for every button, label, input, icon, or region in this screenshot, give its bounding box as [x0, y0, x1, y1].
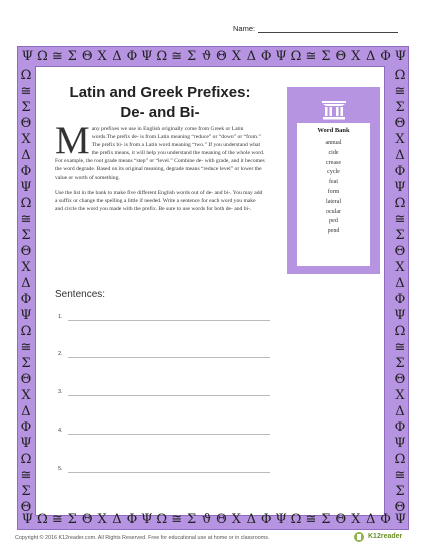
sentence-number: 3.	[58, 389, 63, 395]
greek-letter-glyph: Φ	[20, 164, 32, 179]
greek-letter-glyph: ≅	[171, 512, 183, 527]
word-bank-item: annual	[325, 140, 342, 146]
greek-letter-glyph: Θ	[81, 512, 93, 527]
greek-letter-glyph: Ψ	[394, 308, 406, 323]
word-bank-item: cide	[328, 149, 339, 156]
word-bank-item: feat	[329, 179, 338, 186]
worksheet-title	[55, 83, 265, 123]
greek-letter-glyph: Ω	[20, 68, 32, 83]
greek-letter-glyph: Σ	[21, 100, 31, 115]
greek-letter-glyph: Σ	[21, 484, 31, 499]
border-bottom	[18, 511, 410, 529]
greek-letter-glyph: Θ	[394, 116, 406, 131]
greek-letter-glyph: Ω	[36, 49, 48, 64]
greek-letter-glyph: Ψ	[21, 49, 34, 64]
sentences-heading: Sentences:	[55, 289, 106, 300]
task-paragraph: Use the list in the bank to make five different English words out of de- and bi-. You may add a suffix or change the spelling a little if needed. Write a sentence for each word you make and circle the word you made with the prefix. Be sure to use words for both de- and bi-.	[55, 189, 263, 212]
greek-letter-glyph: Χ	[351, 512, 361, 527]
greek-letter-glyph: ≅	[305, 49, 317, 64]
greek-letter-glyph: Σ	[395, 228, 405, 243]
greek-letter-glyph: Σ	[395, 100, 405, 115]
greek-letter-glyph: Ω	[394, 324, 406, 339]
sentence-line[interactable]	[68, 357, 270, 358]
name-line[interactable]	[258, 24, 398, 33]
greek-letter-glyph: Φ	[394, 420, 406, 435]
greek-letter-glyph: Ω	[394, 452, 406, 467]
greek-letter-glyph: Φ	[126, 49, 138, 64]
word-bank-item: ped	[329, 218, 338, 225]
greek-letter-glyph: Σ	[21, 228, 31, 243]
greek-letter-glyph: Ψ	[20, 436, 32, 451]
greek-letter-glyph: Ψ	[141, 512, 153, 527]
greek-letter-glyph: Σ	[187, 512, 197, 527]
greek-letter-glyph: Θ	[81, 49, 93, 64]
greek-letter-glyph: Σ	[395, 356, 405, 371]
greek-letter-glyph: Φ	[260, 512, 272, 527]
greek-temple-icon	[321, 101, 347, 120]
word-bank-item: pend	[327, 228, 340, 235]
greek-letter-glyph: Δ	[246, 49, 256, 64]
word-bank-list	[297, 139, 370, 237]
greek-letter-glyph: Ω	[36, 512, 48, 527]
word-bank-item: form	[327, 188, 340, 195]
drop-cap: M	[55, 119, 90, 162]
greek-letter-glyph: Χ	[21, 132, 31, 147]
instructions	[55, 119, 265, 213]
greek-letter-glyph: Χ	[351, 49, 361, 64]
greek-letter-glyph: Ω	[20, 452, 32, 467]
greek-letter-glyph: ≅	[171, 49, 183, 64]
greek-letter-glyph: Θ	[394, 244, 406, 259]
word-bank-item: ocular	[326, 208, 341, 215]
greek-letter-glyph: Θ	[335, 512, 347, 527]
greek-letter-glyph: Ψ	[394, 180, 406, 195]
greek-letter-glyph: Χ	[97, 512, 107, 527]
logo-wordmark: K12reader	[368, 533, 403, 540]
greek-letter-glyph: Ω	[394, 196, 406, 211]
greek-letter-glyph: Θ	[20, 116, 32, 131]
word-bank-item: lateral	[326, 198, 341, 205]
greek-letter-glyph: Φ	[126, 512, 138, 527]
greek-letter-glyph: Φ	[394, 292, 406, 307]
sentence-line[interactable]	[68, 320, 270, 321]
greek-letter-glyph: Χ	[21, 260, 31, 275]
greek-letter-glyph: Δ	[21, 148, 31, 163]
greek-letter-glyph: Θ	[216, 512, 227, 527]
copyright-text: Copyright © 2016 K12reader.com. All Rights Reserved. Free for educational use at home or in classrooms.	[15, 535, 270, 541]
greek-letter-glyph: Σ	[67, 49, 77, 64]
greek-letter-glyph: Ψ	[394, 49, 407, 64]
greek-letter-glyph: ≅	[394, 468, 406, 483]
title-line-2: De- and Bi-	[120, 104, 200, 121]
greek-letter-glyph: Ω	[156, 512, 168, 527]
greek-letter-glyph: Θ	[20, 372, 32, 387]
word-bank-item: cycle	[327, 169, 340, 176]
greek-letter-glyph: Δ	[365, 512, 376, 527]
sentence-number: 2.	[58, 351, 63, 357]
greek-letter-glyph: Χ	[97, 49, 107, 64]
sentence-number: 5.	[58, 466, 63, 472]
greek-letter-glyph: ≅	[20, 84, 32, 99]
greek-letter-glyph: Ψ	[394, 436, 406, 451]
greek-letter-glyph: Θ	[394, 500, 406, 515]
greek-letter-glyph: ≅	[394, 84, 406, 99]
greek-letter-glyph: Σ	[395, 484, 405, 499]
greek-letter-glyph: Θ	[394, 372, 406, 387]
greek-letter-glyph: ≅	[20, 468, 32, 483]
greek-letter-glyph: Σ	[321, 512, 331, 527]
greek-letter-glyph: Δ	[21, 276, 31, 291]
greek-letter-glyph: Ω	[156, 49, 168, 64]
sentence-line[interactable]	[68, 472, 270, 473]
greek-letter-glyph: Ω	[290, 49, 302, 64]
greek-letter-glyph: Φ	[380, 512, 391, 527]
border-left	[17, 66, 35, 515]
greek-letter-glyph: ≅	[20, 340, 32, 355]
greek-letter-glyph: Ω	[290, 512, 302, 527]
greek-letter-glyph: Δ	[246, 512, 256, 527]
greek-letter-glyph: Σ	[21, 356, 31, 371]
greek-letter-glyph: Θ	[335, 49, 347, 64]
sentence-line[interactable]	[68, 434, 270, 435]
greek-letter-glyph: Φ	[380, 49, 391, 64]
greek-letter-glyph: Ψ	[20, 180, 32, 195]
intro-paragraph: any prefixes we use in English originally come from Greek or Latin words.The prefix de- is from Latin meaning “reduce” or “down” or “from.” The prefix bi- is from a Latin word meaning “two.” If you understand what the prefix means, it will help you understand the meaning of the whole word. For example, the root grade means “step” or “level.” Combine de- with grade, and it becomes the word degrade. Based on its original meaning, degrade means “reduce level” or lower the value or worth of something.	[55, 126, 265, 181]
greek-letter-glyph: Ω	[20, 324, 32, 339]
greek-letter-glyph: ≅	[394, 212, 406, 227]
greek-letter-glyph: Φ	[260, 49, 272, 64]
sentence-number: 1.	[58, 314, 63, 320]
greek-letter-glyph: Ψ	[275, 512, 287, 527]
word-bank-title: Word Bank	[317, 127, 350, 134]
greek-letter-glyph: ≅	[305, 512, 317, 527]
greek-letter-glyph: Χ	[395, 388, 405, 403]
greek-letter-glyph: ≅	[51, 49, 63, 64]
greek-letter-glyph: ϑ	[201, 49, 212, 64]
greek-letter-glyph: Ψ	[20, 308, 32, 323]
border-right	[391, 66, 409, 515]
greek-letter-glyph: Σ	[321, 49, 331, 64]
greek-letter-glyph: Χ	[395, 132, 405, 147]
greek-letter-glyph: Ω	[20, 196, 32, 211]
name-field	[233, 24, 398, 33]
greek-letter-glyph: Δ	[395, 148, 405, 163]
sentence-number: 4.	[58, 428, 63, 434]
sentence-line[interactable]	[68, 395, 270, 396]
greek-letter-glyph: ϑ	[201, 512, 212, 527]
greek-letter-glyph: Δ	[112, 512, 122, 527]
title-line-1: Latin and Greek Prefixes:	[69, 84, 251, 101]
greek-letter-glyph: Δ	[21, 404, 31, 419]
greek-letter-glyph: Δ	[395, 404, 405, 419]
greek-letter-glyph: Δ	[365, 49, 376, 64]
greek-letter-glyph: Ω	[394, 68, 406, 83]
border-top	[18, 48, 410, 66]
greek-letter-glyph: ≅	[51, 512, 63, 527]
greek-letter-glyph: Σ	[187, 49, 197, 64]
greek-letter-glyph: Θ	[20, 500, 32, 515]
greek-letter-glyph: Ψ	[275, 49, 287, 64]
greek-letter-glyph: Φ	[20, 292, 32, 307]
greek-letter-glyph: Φ	[394, 164, 406, 179]
greek-letter-glyph: Θ	[216, 49, 227, 64]
greek-letter-glyph: ≅	[394, 340, 406, 355]
greek-letter-glyph: Ψ	[21, 512, 34, 527]
greek-letter-glyph: Δ	[395, 276, 405, 291]
greek-letter-glyph: Χ	[21, 388, 31, 403]
greek-letter-glyph: Χ	[395, 260, 405, 275]
greek-letter-glyph: Σ	[67, 512, 77, 527]
greek-letter-glyph: Ψ	[394, 512, 407, 527]
greek-letter-glyph: Δ	[112, 49, 122, 64]
word-bank-item: crease	[326, 159, 341, 166]
greek-letter-glyph: Φ	[20, 420, 32, 435]
name-label: Name:	[233, 24, 256, 33]
greek-letter-glyph: ≅	[20, 212, 32, 227]
greek-letter-glyph: Χ	[231, 49, 241, 64]
greek-letter-glyph: Θ	[20, 244, 32, 259]
greek-letter-glyph: Χ	[231, 512, 241, 527]
greek-letter-glyph: Ψ	[141, 49, 153, 64]
